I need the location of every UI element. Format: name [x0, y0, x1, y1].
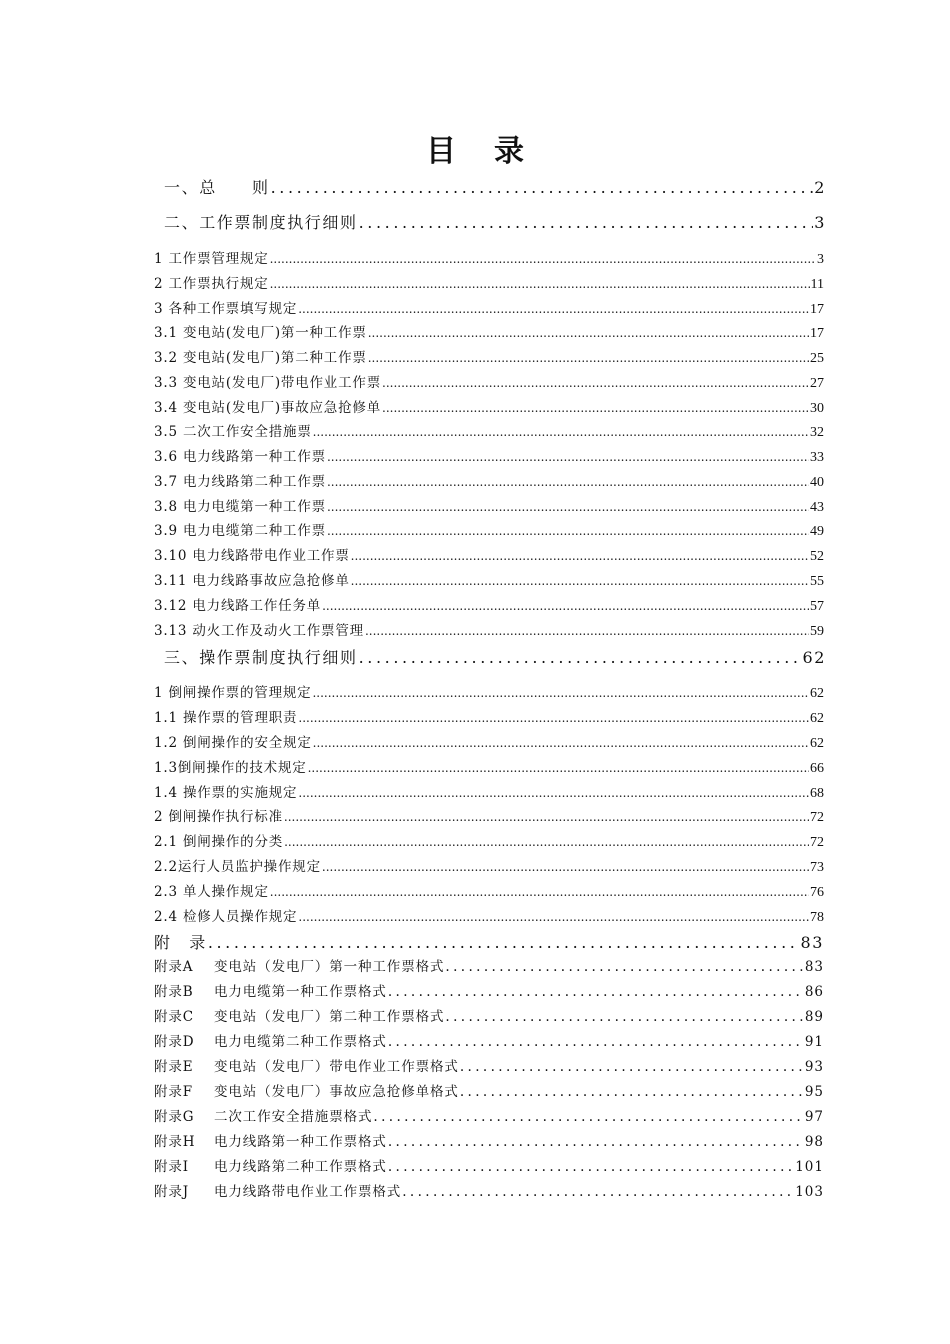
dot-leader	[460, 1081, 804, 1103]
dot-leader	[382, 397, 809, 419]
appendix-entry[interactable]	[154, 1106, 824, 1128]
dot-leader	[270, 248, 816, 270]
appendix-entry[interactable]	[154, 1056, 824, 1078]
dot-leader	[373, 1106, 803, 1128]
appendix-code: 附录D	[154, 1034, 195, 1050]
dot-leader	[351, 545, 809, 567]
dot-leader	[365, 620, 809, 642]
toc-entry-page: 17	[810, 302, 824, 317]
appendix-code: 附录F	[154, 1084, 194, 1100]
dot-leader	[298, 782, 809, 804]
toc-entry-label: 2.2运行人员监护操作规定	[154, 859, 321, 875]
toc-entry[interactable]	[154, 782, 824, 804]
toc-entry-label: 3.13 动火工作及动火工作票管理	[154, 623, 364, 639]
toc-entry-label: 附 录	[154, 933, 207, 952]
toc-entry-label: 3.8 电力电缆第一种工作票	[154, 499, 326, 515]
toc-entry[interactable]	[154, 831, 824, 853]
dot-leader	[327, 446, 809, 468]
toc-entry-label: 2.1 倒闸操作的分类	[154, 834, 284, 850]
toc-entry-page: 78	[810, 910, 824, 925]
dot-leader	[208, 931, 800, 955]
dot-leader	[312, 682, 809, 704]
title-char-left: 目	[426, 134, 456, 169]
dot-leader	[327, 520, 809, 542]
toc-entry-label: 1 倒闸操作票的管理规定	[154, 685, 312, 701]
appendix-page: 86	[804, 984, 824, 1000]
appendix-page: 89	[804, 1009, 824, 1025]
toc-entry-label: 3.6 电力线路第一种工作票	[154, 449, 326, 465]
toc-entry[interactable]	[154, 545, 824, 567]
dot-leader	[271, 176, 814, 200]
toc-entry[interactable]	[154, 707, 824, 729]
toc-entry-page: 30	[810, 401, 824, 416]
toc-entry-page: 25	[810, 351, 824, 366]
toc-entry[interactable]	[154, 520, 824, 542]
appendix-label: 电力电缆第二种工作票格式	[214, 1034, 387, 1050]
dot-leader	[327, 471, 809, 493]
dot-leader	[388, 1031, 804, 1053]
toc-entry[interactable]	[154, 856, 824, 878]
toc-entry[interactable]	[154, 397, 824, 419]
toc-entry-label: 2.4 检修人员操作规定	[154, 909, 298, 925]
toc-entry-label: 3.12 电力线路工作任务单	[154, 598, 322, 614]
toc-entry[interactable]	[154, 595, 824, 617]
appendix-label: 变电站（发电厂）第二种工作票格式	[214, 1009, 445, 1025]
dot-leader	[368, 347, 809, 369]
dot-leader	[388, 981, 804, 1003]
toc-entry-page: 57	[810, 599, 824, 614]
toc-entry-label: 2 倒闸操作执行标准	[154, 809, 283, 825]
toc-entry-page: 11	[810, 277, 824, 292]
appendix-page: 103	[795, 1184, 824, 1200]
dot-leader	[402, 1181, 794, 1203]
dot-leader	[368, 322, 809, 344]
dot-leader	[388, 1156, 794, 1178]
toc-entry[interactable]	[154, 732, 824, 754]
toc-entry[interactable]	[164, 211, 826, 235]
toc-entry-label: 一、总 则	[164, 178, 270, 197]
appendix-entry[interactable]	[154, 1156, 824, 1178]
dot-leader	[327, 496, 809, 518]
toc-entry[interactable]	[154, 757, 824, 779]
appendix-page: 93	[804, 1059, 824, 1075]
dot-leader	[359, 211, 814, 235]
appendix-entry[interactable]	[154, 1031, 824, 1053]
appendix-code: 附录G	[154, 1109, 195, 1125]
toc-entry-label: 3.4 变电站(发电厂)事故应急抢修单	[154, 400, 381, 416]
toc-entry-label: 3.9 电力电缆第二种工作票	[154, 523, 326, 539]
appendix-page: 101	[795, 1159, 824, 1175]
appendix-page: 98	[804, 1134, 824, 1150]
appendix-entry[interactable]	[154, 1181, 824, 1203]
appendix-code: 附录I	[154, 1159, 190, 1175]
dot-leader	[313, 732, 809, 754]
toc-entry-page: 2	[814, 178, 826, 197]
toc-entry[interactable]	[164, 176, 826, 200]
toc-entry-page: 76	[810, 885, 824, 900]
appendix-label: 电力线路带电作业工作票格式	[214, 1184, 402, 1200]
toc-entry[interactable]	[154, 421, 824, 443]
dot-leader	[351, 570, 809, 592]
dot-leader	[359, 646, 802, 670]
toc-entry-label: 3.10 电力线路带电作业工作票	[154, 548, 350, 564]
page-title	[0, 132, 950, 172]
toc-entry[interactable]	[154, 881, 824, 903]
dot-leader	[313, 421, 809, 443]
appendix-code: 附录A	[154, 959, 194, 975]
toc-entry-page: 62	[810, 686, 824, 701]
toc-entry[interactable]	[154, 496, 824, 518]
dot-leader	[298, 707, 809, 729]
dot-leader	[460, 1056, 804, 1078]
appendix-label: 电力线路第一种工作票格式	[214, 1134, 387, 1150]
toc-entry-page: 33	[810, 450, 824, 465]
toc-entry-page: 3	[817, 252, 824, 267]
toc-entry-page: 43	[810, 500, 824, 515]
toc-entry[interactable]	[154, 298, 824, 320]
toc-entry-page: 27	[810, 376, 824, 391]
dot-leader	[270, 881, 809, 903]
toc-entry-page: 55	[810, 574, 824, 589]
dot-leader	[445, 1006, 803, 1028]
appendix-code: 附录E	[154, 1059, 194, 1075]
toc-entry-label: 3.1 变电站(发电厂)第一种工作票	[154, 325, 367, 341]
toc-entry-label: 1.4 操作票的实施规定	[154, 785, 298, 801]
title-char-right: 录	[494, 134, 524, 169]
toc-entry-label: 1.1 操作票的管理职责	[154, 710, 298, 726]
dot-leader	[445, 956, 803, 978]
toc-entry-label: 1 工作票管理规定	[154, 251, 269, 267]
toc-entry-label: 3.7 电力线路第二种工作票	[154, 474, 326, 490]
appendix-label: 变电站（发电厂）带电作业工作票格式	[214, 1059, 459, 1075]
toc-entry[interactable]	[154, 570, 824, 592]
appendix-label: 电力线路第二种工作票格式	[214, 1159, 387, 1175]
appendix-label: 变电站（发电厂）事故应急抢修单格式	[214, 1084, 459, 1100]
dot-leader	[284, 806, 809, 828]
appendix-code: 附录B	[154, 984, 194, 1000]
appendix-entry[interactable]	[154, 1006, 824, 1028]
toc-entry-page: 32	[810, 425, 824, 440]
toc-entry[interactable]	[154, 446, 824, 468]
toc-entry-label: 2 工作票执行规定	[154, 276, 269, 292]
dot-leader	[322, 595, 809, 617]
toc-entry-page: 83	[800, 933, 824, 952]
toc-entry-page: 52	[810, 549, 824, 564]
appendix-code: 附录C	[154, 1009, 195, 1025]
appendix-entry[interactable]	[154, 981, 824, 1003]
toc-entry[interactable]	[154, 322, 824, 344]
toc-entry-page: 66	[810, 761, 824, 776]
dot-leader	[382, 372, 809, 394]
toc-entry-label: 3.11 电力线路事故应急抢修单	[154, 573, 350, 589]
appendix-page: 97	[804, 1109, 824, 1125]
toc-entry[interactable]	[154, 931, 824, 955]
toc-entry-page: 49	[810, 524, 824, 539]
appendix-entry[interactable]	[154, 1081, 824, 1103]
appendix-entry[interactable]	[154, 956, 824, 978]
dot-leader	[308, 757, 809, 779]
toc-entry-label: 1.2 倒闸操作的安全规定	[154, 735, 312, 751]
dot-leader	[284, 831, 809, 853]
toc-entry-page: 3	[814, 213, 826, 232]
appendix-label: 电力电缆第一种工作票格式	[214, 984, 387, 1000]
toc-entry-page: 73	[810, 860, 824, 875]
dot-leader	[298, 906, 809, 928]
appendix-label: 变电站（发电厂）第一种工作票格式	[214, 959, 445, 975]
toc-entry-page: 72	[810, 835, 824, 850]
toc-entry-label: 3.2 变电站(发电厂)第二种工作票	[154, 350, 367, 366]
appendix-label: 二次工作安全措施票格式	[214, 1109, 373, 1125]
toc-entry-label: 1.3倒闸操作的技术规定	[154, 760, 307, 776]
appendix-page: 83	[804, 959, 824, 975]
appendix-code: 附录J	[154, 1184, 190, 1200]
toc-entry-label: 2.3 单人操作规定	[154, 884, 269, 900]
toc-entry[interactable]	[154, 906, 824, 928]
toc-entry[interactable]	[154, 682, 824, 704]
toc-entry-page: 40	[810, 475, 824, 490]
appendix-code: 附录H	[154, 1134, 196, 1150]
toc-entry-label: 3 各种工作票填写规定	[154, 301, 298, 317]
toc-entry-page: 68	[810, 786, 824, 801]
toc-entry-label: 3.3 变电站(发电厂)带电作业工作票	[154, 375, 381, 391]
toc-entry[interactable]	[154, 248, 824, 270]
toc-entry[interactable]	[154, 347, 824, 369]
toc-entry-page: 62	[810, 736, 824, 751]
dot-leader	[322, 856, 809, 878]
toc-entry-page: 62	[802, 648, 826, 667]
toc-entry-label: 二、工作票制度执行细则	[164, 213, 358, 232]
toc-entry[interactable]	[154, 471, 824, 493]
dot-leader	[298, 298, 809, 320]
toc-entry-page: 17	[810, 326, 824, 341]
toc-entry[interactable]	[154, 806, 824, 828]
toc-entry-page: 72	[810, 810, 824, 825]
appendix-page: 91	[804, 1034, 824, 1050]
toc-entry-label: 3.5 二次工作安全措施票	[154, 424, 312, 440]
toc-entry-page: 59	[810, 624, 824, 639]
appendix-entry[interactable]	[154, 1131, 824, 1153]
dot-leader	[388, 1131, 804, 1153]
toc-entry[interactable]	[164, 646, 826, 670]
toc-entry-page: 62	[810, 711, 824, 726]
toc-entry-label: 三、操作票制度执行细则	[164, 648, 358, 667]
toc-entry[interactable]	[154, 273, 824, 295]
appendix-page: 95	[804, 1084, 824, 1100]
toc-entry[interactable]	[154, 372, 824, 394]
toc-entry[interactable]	[154, 620, 824, 642]
dot-leader	[270, 273, 810, 295]
